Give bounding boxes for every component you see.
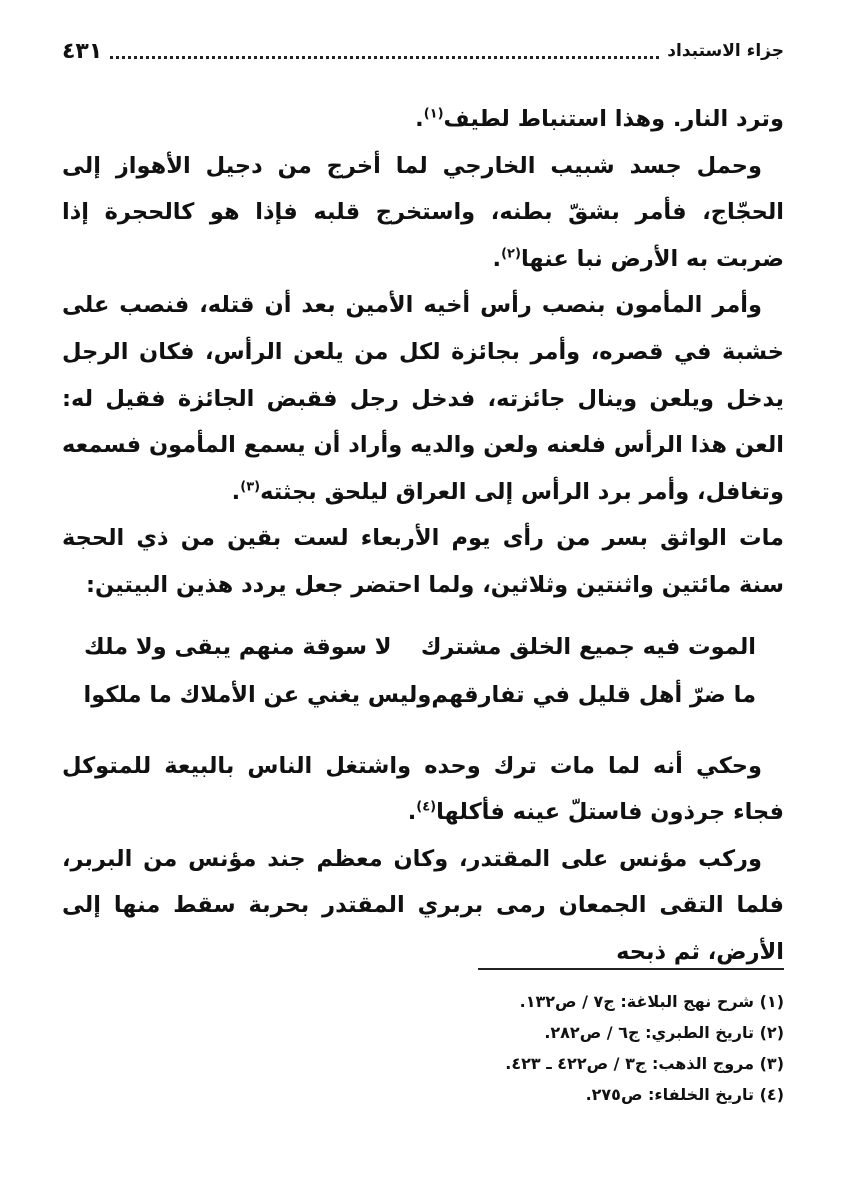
header-dotted-leader [110, 52, 659, 59]
footnotes [62, 986, 784, 1110]
footnote-2 [62, 1017, 784, 1048]
verse-1-second-hemistich: لا سوقة منهم يبقى ولا ملك [84, 633, 392, 660]
footnote-2-number: (٢) [759, 1023, 784, 1042]
footnote-ref-4: (٤) [416, 799, 437, 815]
paragraph-2 [62, 143, 784, 283]
paragraph-6 [62, 836, 784, 976]
page-header [62, 36, 784, 66]
paragraph-3-text: وأمر المأمون بنصب رأس أخيه الأمين بعد أن قتله، فنصب على خشبة في قصره، وأمر بجائزة لكل من يلعن الرأس، فكان الرجل يدخل ويلعن وينال جائزته، فدخل رجل فقبض الجائزة فقيل له: العن هذا الرأس فلعنه ولعن والديه وأراد أن يسمع المأمون فسمعه وتغافل، وأمر برد الرأس إلى العراق ليلحق بجثته [62, 292, 784, 505]
footnote-3-number: (٣) [759, 1054, 784, 1073]
page-number: ٤٣١ [62, 38, 103, 64]
paragraph-4 [62, 515, 784, 608]
footnote-4-number: (٤) [759, 1085, 784, 1104]
running-title: جزاء الاستبداد [667, 41, 784, 61]
verse-2-second-hemistich: وليس يغني عن الأملاك ما ملكوا [83, 681, 432, 708]
verse-1-first-hemistich: الموت فيه جميع الخلق مشترك [420, 633, 756, 660]
paragraph-3-end: . [231, 478, 241, 505]
paragraph-1 [62, 96, 784, 143]
footnote-1-text: شرح نهج البلاغة: ج٧ / ص١٣٢. [519, 992, 755, 1011]
footnote-4 [62, 1079, 784, 1110]
poem-verse-1 [62, 623, 784, 671]
footnote-ref-3: (٣) [240, 479, 261, 495]
main-text [62, 96, 784, 976]
paragraph-1-text: وترد النار. وهذا استنباط لطيف [443, 106, 784, 132]
footnote-1 [62, 986, 784, 1017]
footnote-1-number: (١) [759, 992, 784, 1011]
footnote-4-text: تاريخ الخلفاء: ص٢٧٥. [585, 1085, 755, 1104]
footnote-separator [478, 968, 784, 970]
paragraph-4-text: مات الواثق بسر من رأى يوم الأربعاء لست بقين من ذي الحجة سنة مائتين واثنتين وثلاثين، ولما احتضر جعل يردد هذين البيتين: [62, 525, 784, 598]
footnote-ref-1: (١) [423, 106, 444, 122]
poem-verse-2 [62, 671, 784, 719]
paragraph-6-text: وركب مؤنس على المقتدر، وكان معظم جند مؤنس من البربر، فلما التقى الجمعان رمى بربري المقتدر بحربة سقط منها إلى الأرض، ثم ذبحه [62, 845, 784, 965]
paragraph-3 [62, 282, 784, 515]
footnote-3 [62, 1048, 784, 1079]
paragraph-5 [62, 743, 784, 836]
paragraph-2-end: . [492, 245, 502, 272]
paragraph-2-text: وحمل جسد شبيب الخارجي لما أخرج من دجيل الأهواز إلى الحجّاج، فأمر بشقّ بطنه، واستخرج قلبه فإذا هو كالحجرة إذا ضربت به الأرض نبا عنها [62, 152, 784, 272]
paragraph-1-end: . [415, 106, 424, 132]
paragraph-5-end: . [407, 799, 417, 826]
verse-2-first-hemistich: ما ضرّ أهل قليل في تفارقهم [431, 681, 756, 708]
paragraph-5-text: وحكي أنه لما مات ترك وحده واشتغل الناس بالبيعة للمتوكل فجاء جرذون فاستلّ عينه فأكلها [62, 752, 784, 826]
footnote-ref-2: (٢) [501, 246, 521, 262]
footnote-3-text: مروج الذهب: ج٣ / ص٤٢٢ ـ ٤٢٣. [505, 1054, 755, 1073]
footnote-2-text: تاريخ الطبري: ج٦ / ص٢٨٢. [544, 1023, 755, 1042]
